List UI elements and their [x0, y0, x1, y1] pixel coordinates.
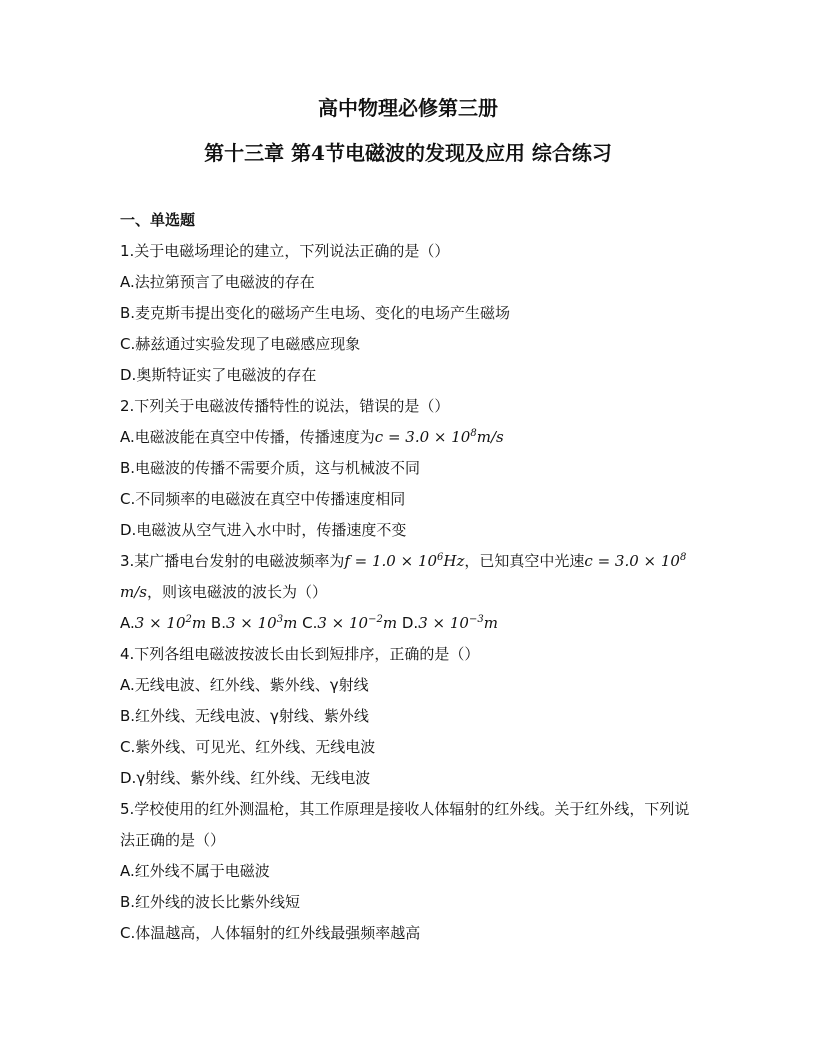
question-5-option-b: B.红外线的波长比紫外线短: [120, 893, 301, 911]
question-2-option-b: B.电磁波的传播不需要介质，这与机械波不同: [120, 459, 421, 477]
formula-exponent: 8: [470, 428, 477, 439]
stem-text: ，则该电磁波的波长为（）: [146, 583, 327, 601]
formula-exponent: −2: [368, 614, 383, 625]
stem-text: ，已知真空中光速: [464, 552, 585, 570]
formula-unit: m: [191, 614, 207, 632]
option-c-value: [317, 614, 397, 632]
option-c-label: C.: [302, 614, 318, 632]
formula: [375, 428, 504, 446]
question-5-option-c: C.体温越高，人体辐射的红外线最强频率越高: [120, 924, 421, 942]
formula-light-speed: [584, 552, 686, 570]
question-4-option-d: D.γ射线、紫外线、红外线、无线电波: [120, 769, 371, 787]
formula-exponent: −3: [468, 614, 484, 625]
option-a-label: A.: [120, 614, 135, 632]
question-1-option-a: A.法拉第预言了电磁波的存在: [120, 273, 315, 291]
question-2-option-a: [120, 422, 692, 453]
question-1-stem: 1.关于电磁场理论的建立，下列说法正确的是（）: [120, 242, 450, 260]
formula-unit: m: [483, 614, 498, 632]
option-b-label: B.: [210, 614, 226, 632]
option-text: A.电磁波能在真空中传播，传播速度为: [120, 428, 375, 446]
question-4-option-c: C.紫外线、可见光、红外线、无线电波: [120, 738, 376, 756]
question-5-option-a: A.红外线不属于电磁波: [120, 862, 270, 880]
formula-exponent: 8: [679, 552, 687, 563]
option-d-label: D.: [401, 614, 419, 632]
question-1-option-c: C.赫兹通过实验发现了电磁感应现象: [120, 335, 361, 353]
formula-base: f = 1.0 × 10: [344, 552, 438, 570]
formula-unit: m/s: [476, 428, 504, 446]
document-title: 高中物理必修第三册: [318, 96, 498, 120]
question-4-stem: 4.下列各组电磁波按波长由长到短排序，正确的是（）: [120, 645, 480, 663]
formula-exponent: 3: [276, 614, 284, 625]
formula-base: 3 × 10: [317, 614, 369, 632]
formula-unit: m/s: [120, 583, 147, 601]
formula-base: c = 3.0 × 10: [584, 552, 680, 570]
document-subtitle: 第十三章 第4节电磁波的发现及应用 综合练习: [204, 141, 612, 165]
option-a-value: [135, 614, 206, 632]
question-1-option-d: D.奥斯特证实了电磁波的存在: [120, 366, 317, 384]
formula-base: 3 × 10: [418, 614, 469, 632]
question-3-options: [120, 608, 692, 639]
formula-unit: m: [283, 614, 298, 632]
question-2-option-c: C.不同频率的电磁波在真空中传播速度相同: [120, 490, 406, 508]
question-2-stem: 2.下列关于电磁波传播特性的说法，错误的是（）: [120, 397, 450, 415]
question-4-option-b: B.红外线、无线电波、γ射线、紫外线: [120, 707, 369, 725]
formula-unit: Hz: [443, 552, 465, 570]
question-list: [120, 205, 692, 949]
option-d-value: [418, 614, 498, 632]
option-b-value: [226, 614, 297, 632]
formula-base: 3 × 10: [225, 614, 277, 632]
question-5-stem: 5.学校使用的红外测温枪，其工作原理是接收人体辐射的红外线。关于红外线，下列说法正确的是（）: [120, 800, 690, 849]
section-heading: 一、单选题: [120, 211, 196, 229]
stem-text: 3.某广播电台发射的电磁波频率为: [120, 552, 345, 570]
question-3-stem-line-1: [120, 546, 692, 577]
formula-base: 3 × 10: [134, 614, 186, 632]
formula-frequency: [344, 552, 464, 570]
formula-exponent: 6: [437, 552, 444, 563]
formula-unit: m: [382, 614, 398, 632]
question-2-option-d: D.电磁波从空气进入水中时，传播速度不变: [120, 521, 407, 539]
question-3-stem-line-2: [120, 577, 692, 608]
formula-exponent: 2: [185, 614, 192, 625]
formula-base: c = 3.0 × 10: [374, 428, 471, 446]
question-1-option-b: B.麦克斯韦提出变化的磁场产生电场、变化的电场产生磁场: [120, 304, 511, 322]
question-4-option-a: A.无线电波、红外线、紫外线、γ射线: [120, 676, 369, 694]
